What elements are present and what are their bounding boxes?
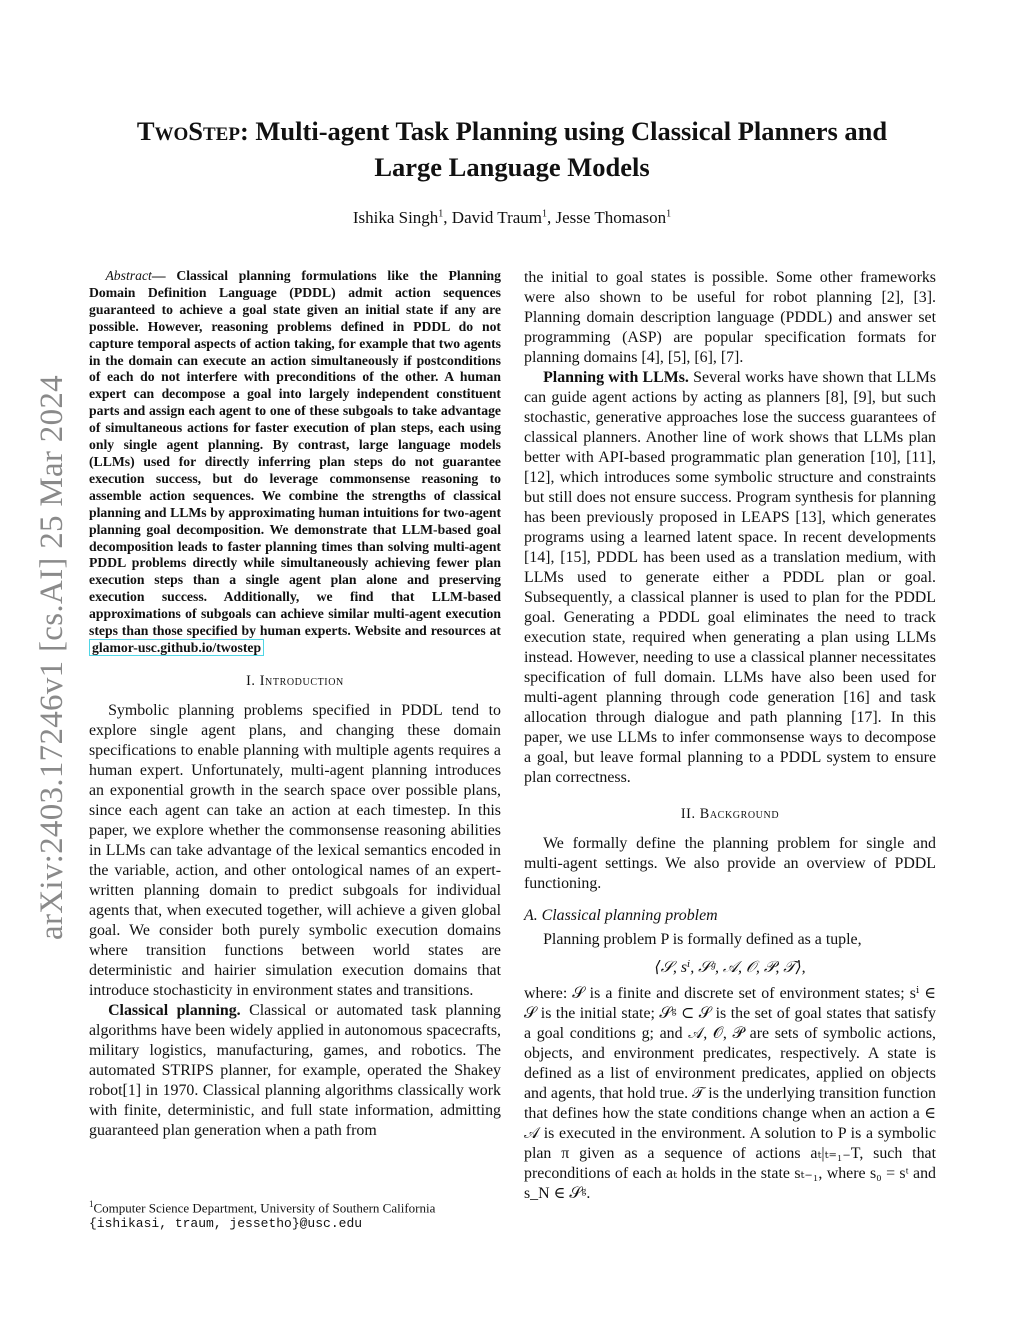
paper-title — [95, 113, 929, 185]
classical-planning-paragraph — [89, 1001, 501, 1141]
footnote-text: Computer Science Department, University of Southern California — [93, 1200, 436, 1216]
subsection-heading: A. Classical planning problem — [524, 907, 718, 924]
title-prefix: TwoStep — [136, 116, 240, 146]
related-work-paragraph: the initial to goal states is possible. Some other frameworks were also shown to be useful for robot planning [2], [3]. Planning domain description language (PDDL) and answer set programming (ASP) are popular specification formats for planning domains [4], [5], [6], [7]. — [524, 269, 936, 366]
title-line2: Large Language Models — [374, 152, 650, 182]
author-affiliation-mark: 1 — [666, 208, 672, 220]
footnote — [89, 1196, 501, 1232]
author-affiliation-mark: 1 — [438, 208, 444, 220]
definition-paragraph: where: 𝒮 is a finite and discrete set of environment states; sⁱ ∈ 𝒮 is the initial state; 𝒮ᵍ ⊂ 𝒮 is the set of goal states that satisfy a goal conditions g; and 𝒜, 𝒪, 𝒫 are sets of symbolic actions, objects, and environment predicates, respectively. A state is defined as a list of environment predicates, applied on objects and agents, that hold true. 𝒯 is the underlying transition function that defines how the state conditions change when an action a ∈ 𝒜 is executed in the environment. A solution to P is a symbolic plan π given as a sequence of actions aₜ|ₜ₌₁₋T, such that preconditions of each aₜ holds in the state sₜ₋₁, where s₀ = sᵗ and s_N ∈ 𝒮ᵍ. — [524, 985, 937, 1202]
tuple-equation: ⟨𝒮, sⁱ, 𝒮ᵍ, 𝒜, 𝒪, 𝒫, 𝒯⟩, — [654, 959, 806, 976]
runin-heading: Classical planning. — [108, 1001, 241, 1019]
right-column — [524, 268, 936, 1204]
author-name: Jesse Thomason — [555, 208, 667, 227]
planning-llms-paragraph — [524, 368, 936, 788]
background-paragraph: We formally define the planning problem for single and multi-agent settings. We also provide an overview of PDDL functioning. — [524, 835, 936, 892]
website-link[interactable]: glamor-usc.github.io/twostep — [89, 639, 264, 656]
paragraph-body: Several works have shown that LLMs can guide agent actions by acting as planners [8], [9], but such stochastic, generative approaches lose the success guarantees of classical planners. Another line of work shows that LLMs plan better with API-based programmatic plan generation [10], [11], [12], which introduces some symbolic structure and constraints but still does not ensure success. Program synthesis for planning has been previously proposed in LEAPS [13], which generates programs using a learned latent space. In recent developments [14], [15], PDDL has been used as a translation medium, with LLMs used to generate either a PDDL plan or goal. Subsequently, a classical planner is used to plan for the PDDL goal. Generating a PDDL goal eliminates the need to track execution state, required when generating a plan using LLMs instead. However, needing to use a classical planner necessitates specification of full domain. LLMs have also been used for multi-agent planning through code generation [16] and task allocation through dialogue and path planning [17]. In this paper, we use LLMs to infer commonsense ways to decompose a goal, but leave formal planning to a PDDL system to ensure plan correctness. — [524, 369, 937, 786]
title-line1: : Multi-agent Task Planning using Classical Planners and — [239, 116, 888, 146]
footnote-emails: {ishikasi, traum, jessetho}@usc.edu — [89, 1216, 363, 1232]
abstract-label: Abstract — [105, 268, 152, 283]
intro-paragraph: Symbolic planning problems specified in PDDL tend to explore single agent plans, and changing these domain specifications to enable planning with multiple agents requires a human expert. Unfortunately, multi-agent planning introduces an exponential growth in the search space over possible plans, since each agent can take an action at each timestep. In this paper, we explore whether the commonsense reasoning abilities in LLMs can take advantage of the lexical semantics encoded in the variable, action, and other ontological names of an expert-written planning domain to predict subgoals for individual agents that, when executed together, will achieve a given global goal. We consider both purely symbolic execution domains where transition functions between world states are deterministic and hairier simulation execution domains that introduce stochasticity in environment states and transitions. — [89, 701, 501, 999]
abstract — [89, 268, 501, 657]
section-title: Introduction — [259, 672, 344, 689]
paragraph-body: Classical or automated task planning algorithms have been widely applied in autonomous spacecrafts, military logistics, manufacturing, games, and robotics. The automated STRIPS planner, for example, operated the Shakey robot[1] in 1970. Classical planning algorithms classically work with finite, deterministic, and full state information, admitting guaranteed plan generation when a path from — [89, 1001, 501, 1139]
abstract-body: Classical planning formulations like the Planning Domain Definition Language (PDDL) admit action sequences guaranteed to achieve a goal state given an initial state if any are possible. However, reasoning problems defined in PDDL do not capture temporal aspects of action taking, for example that two agents in the domain can execute an action simultaneously if postconditions of each do not interfere with preconditions of the other. A human expert can decompose a goal into largely independent constituent parts and assign each agent to one of these subgoals to take advantage of simultaneous actions for faster execution of plan steps, each using only single agent planning. By contrast, large language models (LLMs) used for directly inferring plan steps do not guarantee execution success, but do leverage commonsense reasoning to assemble action sequences. We combine the strengths of classical planning and LLMs by approximating human intuitions for two-agent planning goal decomposition. We demonstrate that LLM-based goal decomposition leads to faster planning times than solving multi-agent PDDL problems directly while simultaneously achieving fewer plan execution steps than a single agent plan alone and preserving execution success. Additionally, we find that LLM-based approximations of subgoals can achieve similar multi-agent execution steps than those specified by human experts. Website and resources at — [89, 268, 502, 639]
author-name: Ishika Singh — [352, 208, 439, 227]
section-numeral: II. — [680, 806, 696, 822]
section-heading-introduction — [89, 671, 501, 691]
section-title: Background — [699, 806, 780, 822]
author-list: Ishika Singh$^1$, David Traum$^1$, Jesse Thomason$^1$ — [352, 208, 672, 227]
author-affiliation-mark: 1 — [542, 208, 548, 220]
abstract-dash: — — [151, 268, 177, 283]
footnote-affiliation — [89, 1196, 501, 1216]
tuple-intro: Planning problem P is formally defined as a tuple, — [543, 931, 862, 948]
runin-heading: Planning with LLMs. — [543, 369, 689, 386]
section-numeral: I. — [246, 672, 256, 689]
arxiv-side-stamp: arXiv:2403.17246v1 [cs.AI] 25 Mar 2024 — [34, 375, 70, 940]
author-name: David Traum — [451, 208, 543, 227]
footnote-mark: 1 — [89, 1199, 94, 1209]
section-heading-background — [524, 804, 936, 824]
left-column — [89, 268, 501, 1141]
